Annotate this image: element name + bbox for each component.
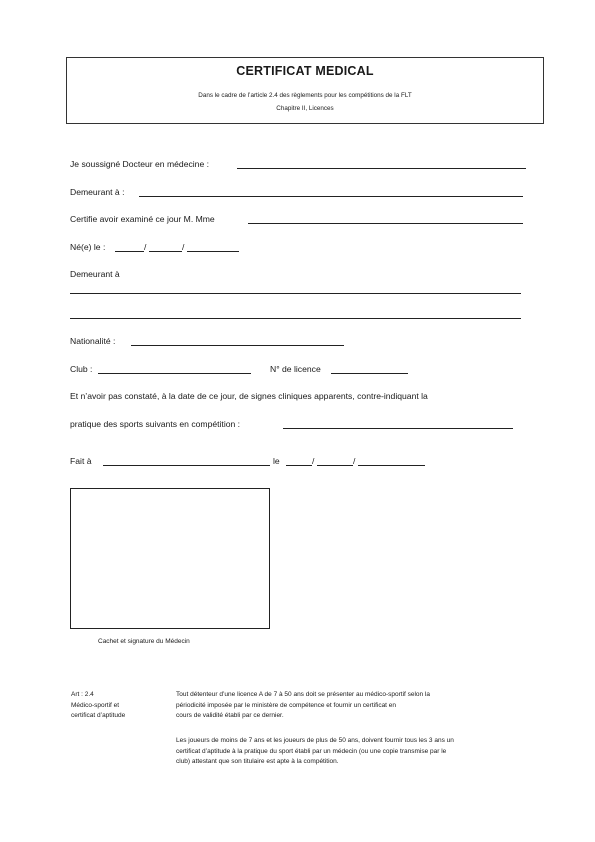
address-line-1-field[interactable] [70,293,521,294]
footer-para1-line: Tout détenteur d’une licence A de 7 à 50 ans doit se présenter au médico-sportif selon la [176,691,431,698]
constat-line-1: Et n’avoir pas constaté, à la date de ce jour, de signes cliniques apparents, contre-indiquant la [70,391,428,401]
birthdate-row [70,241,105,253]
fait-month-field[interactable] [317,465,353,466]
header-subtitle-chapter: Chapitre II, Licences [276,105,334,112]
footer-para1-line: cours de validité établi par ce dernier. [176,712,284,719]
footer-article-block [71,690,125,722]
footer-para2-line: certificat d’aptitude à la pratique du sport établi par un médecin (ou une copie transmise par le [176,747,447,755]
fait-row [70,455,92,467]
birth-month-field[interactable] [149,251,182,252]
header-box [66,57,544,124]
nationalite-field[interactable] [131,345,344,346]
footer-paragraph-2 [176,736,546,768]
demeurant2-label: Demeurant à [70,269,120,279]
stamp-signature-box[interactable] [70,488,270,629]
birth-year-field[interactable] [187,251,239,252]
birth-sep-2: / [182,242,185,252]
club-label: Club : [70,364,93,374]
birth-sep-1: / [144,242,147,252]
nationalite-row [70,335,115,347]
fait-sep-1: / [312,456,315,466]
demeurant-field[interactable] [139,196,523,197]
footer-article-subtitle-1: Médico-sportif et [71,701,120,709]
licence-label: N° de licence [270,364,321,374]
fait-label: Fait à [70,456,92,466]
licence-field[interactable] [331,373,408,374]
demeurant-label: Demeurant à : [70,187,125,197]
address-line-2-field[interactable] [70,318,521,319]
demeurant2-row [70,268,120,280]
le-label: le [273,456,280,466]
birth-day-field[interactable] [115,251,144,252]
fait-day-field[interactable] [286,465,312,466]
footer-para1-line: périodicité imposée par le ministère de compétence et fournir un certificat en [176,701,397,709]
footer-para2-line: club) attestant que son titulaire est apte à la compétition. [176,758,339,765]
header-subtitle-article: Dans le cadre de l’article 2.4 des règlements pour les compétitions de la FLT [198,92,412,99]
nationalite-label: Nationalité : [70,336,116,346]
certifie-label: Certifie avoir examiné ce jour M. Mme [70,214,215,224]
fait-place-field[interactable] [103,465,270,466]
birthdate-label: Né(e) le : [70,242,106,252]
sports-field[interactable] [283,428,513,429]
fait-sep-2: / [353,456,356,466]
certifie-row [70,213,215,225]
club-row [70,363,92,375]
footer-article-subtitle-2: certificat d’aptitude [71,712,126,719]
footer-article-title: Art : 2.4 [71,691,94,698]
docteur-row [70,158,209,170]
fait-year-field[interactable] [358,465,425,466]
stamp-caption: Cachet et signature du Médecin [98,638,190,645]
demeurant-row [70,186,124,198]
constat-line-2: pratique des sports suivants en compétition : [70,419,241,429]
club-field[interactable] [98,373,251,374]
footer-paragraph-1 [176,690,546,722]
document-title: CERTIFICAT MEDICAL [236,64,374,78]
patient-name-field[interactable] [248,223,523,224]
footer-para2-line: Les joueurs de moins de 7 ans et les joueurs de plus de 50 ans, doivent fournir tous les 3 ans un [176,737,454,744]
docteur-label: Je soussigné Docteur en médecine : [70,159,210,169]
docteur-field[interactable] [237,168,526,169]
